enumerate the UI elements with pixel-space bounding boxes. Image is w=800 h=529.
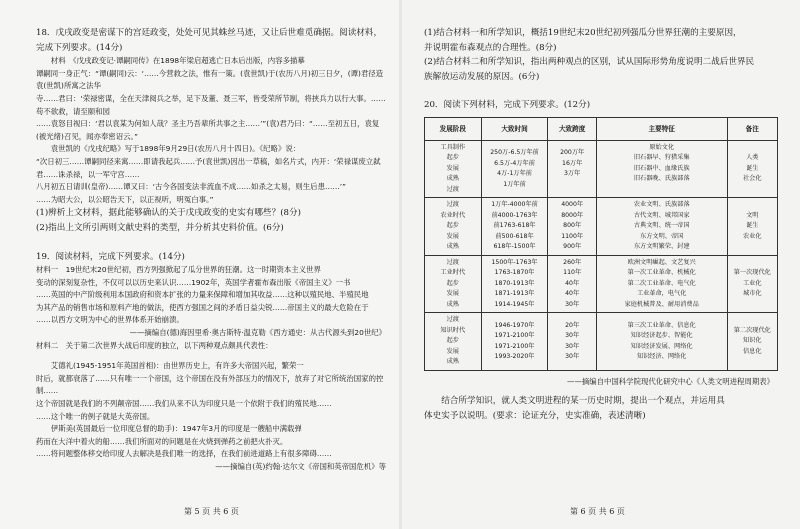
table-cell-line: 家庭机械普及、耐用消费品 [624,300,699,308]
table-row [425,255,778,313]
table-cell-line: 第一次现代化 [733,269,771,277]
table-cell-line: 前1763-618年 [493,222,536,230]
table-cell-line: 发展 [446,164,459,172]
table-cell-line: 诞生 [746,222,759,230]
table-cell-feat [596,255,727,313]
q19-material1-line: 变动的深刻复杂性，不仅可以以历史来认识……1902年，英国学者霍布森出版《帝国主义》一书 [36,277,351,287]
table-cell-line: 8000年 [561,211,584,219]
table-cell-line: 成熟 [446,175,459,183]
table-cell-line: 文明 [746,211,759,219]
q18-material-line: “次日初三……谭嗣同径来寓……即请我起兵……予(袁世凯)因出一草稿，如名片式，内开：‘荣禄谋废立弑君……诛杀禄，以一军守宫…… [36,156,381,179]
table-cell-line: 4万-1万年前 [497,170,532,178]
table-cell-line: 40年 [565,290,580,298]
q19-material2-heading: 材料二 关于第二次世界大战后印度的独立，以下两种观点颇具代表性： [36,340,273,350]
table-cell-line: 东方文明、帝国 [640,232,684,240]
page-number: 第 6 页 共 6 页 [570,507,625,516]
table-cell-line: 40年 [565,279,580,287]
table-cell-line: 1871-1913年 [494,290,535,298]
table-cell-line: 起步 [446,337,459,345]
question-18 [36,26,386,236]
table-cell-line: 知识化 [742,337,762,345]
table-header-cell: 发展阶段 [425,117,482,140]
table-cell-stage [425,140,482,198]
q19-material2-line: 这个帝国就是我们的不列颠帝国……我们从来不认为印度只是一个依附于我们的殖民地…… [36,399,332,409]
table-cell-line: 6.5万-4万年前 [494,159,535,167]
table-cell-line: 1993-2020年 [494,353,535,361]
table-cell-line: 成熟 [446,300,459,308]
table-cell-line: 1971-2100年 [494,332,535,340]
q20-ask-line: 结合所学知识，就人类文明进程的某一历史时期，提出一个观点，并运用具 [441,395,725,406]
table-cell-note [727,198,777,256]
table-cell-line: 618年-1500年 [493,243,536,251]
q19-material1-source: ——摘编自(德)海因里希·奥古斯特·温克勒《西方通史：从古代源头到20世纪》 [129,328,386,338]
table-cell-line: 第二次工业革命、电气化 [627,279,696,287]
q19-sub-question: 族解放运动发展的原因。(6分) [424,71,540,82]
table-cell-line: 诞生 [746,164,759,172]
table-cell-line: 工业革命，电气化 [636,290,687,298]
table-cell-line: 30年 [565,300,580,308]
table-cell-line: 1914-1945年 [494,300,535,308]
table-cell-line: 知识经济、网络化 [636,353,687,361]
table-cell-stage [425,313,482,371]
page-number: 第 5 页 共 6 页 [184,507,239,516]
table-header-row [425,117,778,140]
table-cell-line: 过渡 [446,185,459,193]
table-cell-line: 3万年 [564,170,581,178]
table-cell-line: 4000年 [561,201,584,209]
table-cell-span [548,198,596,256]
q20-stem: 20．阅读下列材料，完成下列要求。(12分) [424,100,591,111]
table-cell-line: 110年 [563,269,582,277]
q18-material-line: ……为昭大公，以公昭告天下，以正视听，明冤白事。” [36,194,214,204]
table-cell-line: 16万年 [562,159,583,167]
q19-material2-line: ……将问题整体移交给印度人去解决是我们唯一的选择，在我们前进道路上有很多障碍…… [36,449,332,459]
q18-stem-line: 18．戊戌政变是密谋下的宫廷政变，处处可见其蛛丝马迹，又让后世难觅确据。阅读材料， [36,28,383,38]
table-cell-line: 第三次工业革命、信息化 [627,321,696,329]
table-cell-line: 起步 [446,222,459,230]
table-cell-line: 成熟 [446,358,459,366]
q18-material-line: 袁世凯的《戊戌纪略》写于1898年9月29日(农历八月十四日)。《纪略》说： [50,144,301,154]
table-cell-span [548,313,596,371]
q18-material-line: ……袁怒目视曰：‘君以袁某为何如人哉？圣主乃吾辈所共事之主……’”(袁)君乃曰：“……至初五日，袁复(被光绪)召见，闻亦奉密诏云。” [36,119,380,141]
table-cell-line: 旧石器中、血缘氏族 [633,164,690,172]
table-cell-line: 第一次工业革命、机械化 [627,269,696,277]
q19-material2-line: 艾德礼(1945-1951年英国首相)：由世界历史上，有许多大帝国兴起，繁荣一 [50,361,304,371]
table-row [425,198,778,256]
table-cell-line: 前4000-1763年 [491,211,538,219]
q19-stem: 19．阅读材料，完成下列要求。(14分) [36,251,185,262]
table-cell-feat [596,198,727,256]
table-cell-line: 农业文明、氏族部落 [633,201,690,209]
table-cell-line: 发展 [446,290,459,298]
q18-sub-question: (2)指出上文所引两则文献史料的类型，并分析其史料价值。(6分) [36,222,284,233]
table-cell-line: 1500年-1763年 [491,258,538,266]
table-header-cell: 主要特征 [596,117,727,140]
table-cell-line: 发展 [446,232,459,240]
table-cell-line: 农业化 [742,232,762,240]
table-cell-line: 1100年 [561,232,584,240]
table-cell-line: 城市化 [742,290,762,298]
q18-material-line: 八月初五日请训(皇帝)……谭又曰：‘古今各国变法非流血不成……如杀之太易，则生后患……’” [36,182,346,192]
table-cell-line: 起步 [446,279,459,287]
question-19 [36,250,386,474]
q19-sub-question: 并说明霍布森观点的合理性。(8分) [424,42,557,53]
table-cell-line: 900年 [563,243,582,251]
table-cell-line: 前500-618年 [495,232,534,240]
exam-page-6 [402,0,800,529]
table-cell-line: 古典文明、统一帝国 [633,222,690,230]
q18-material-line: 材料 《戊戌政变记·谭嗣同传》在1898年梁启超逃亡日本后出版，内容多描摹 [50,56,305,66]
table-cell-line: 1946-1970年 [494,321,535,329]
q19-material2-line: 伊斯美(英国最后一位印度总督的助手)：1947年3月的印度是一艘船中满载弹 [50,424,302,434]
table-cell-line: 起步 [446,154,459,162]
table-cell-line: 第二次现代化 [733,326,771,334]
civilization-table [424,117,778,371]
q19-sub-question: (1)结合材料一和所学知识，概括19世纪末20世纪初列强瓜分世界狂潮的主要原因， [424,28,742,38]
table-cell-line: 知识经济起步、智能化 [630,332,693,340]
table-header-cell: 大致跨度 [548,117,596,140]
table-cell-line: 200万年 [560,149,585,157]
table-cell-span [548,255,596,313]
table-cell-line: 人类 [746,154,759,162]
table-cell-feat [596,313,727,371]
table-cell-line [549,180,594,191]
q19-material2-source: ——摘编自(英)约翰·达尔文《帝国和英帝国危机》等 [215,462,386,471]
table-cell-line: 800年 [563,222,582,230]
q19-material1-line: ……英国的中产阶级利用本国政府和资本扩张的力量来保障和增加其收益……这种以殖民地、半殖民地 [36,290,369,300]
table-cell-line: 旧石器早、狩猎采集 [633,154,690,162]
table-cell-line: 1763-1870年 [494,269,535,277]
q19-sub-question: (2)结合材料二和所学知识，指出两种观点的区别，试从国际形势角度说明二战后世界民 [424,57,755,68]
table-cell-line: 30年 [565,332,580,340]
table-cell-span [548,140,596,198]
table-cell-time [481,198,548,256]
table-cell-stage [425,198,482,256]
table-cell-line: 250万-6.5万年前 [490,149,539,157]
table-cell-line: 1971-2100年 [494,342,535,350]
table-cell-line: 30年 [565,342,580,350]
q19-material2-line: 药而在大洋中着火的船……我们所面对的问题是在火烧到弹药之前把火扑灭。 [36,436,288,446]
table-cell-line: 原始文化 [649,143,675,151]
table-row [425,313,778,371]
table-cell-note [727,140,777,198]
q19-material1-line: ……以西方文明为中心的世界体系开始崩溃。 [36,315,184,325]
q18-material-line: 谭嗣同一身正气：“谭(嗣同)云：‘……今营救之法，惟有一策。(袁世凯)于(农历八月)初三日夕，(谭)君径造袁(世凯)所寓之法华 [36,68,384,91]
table-cell-line: 农业时代 [440,211,466,219]
table-cell-time [481,255,548,313]
table-cell-line [598,185,726,196]
table-cell-line: 古代文明、城邦国家 [633,211,690,219]
table-cell-line: 知识时代 [440,326,466,334]
table-cell-line: 社会化 [742,175,762,183]
table-cell-line: 发展 [446,347,459,355]
q19-material2-line: ……这个唯一的例子就是大英帝国。 [36,411,155,421]
table-cell-line: 旧石器晚、氏族部落 [633,175,690,183]
table-cell-line: 东方文明繁荣、封建 [633,243,690,251]
table-cell-line: 过渡 [446,258,459,266]
q19-material1-line: 为其产品的销售市场和原料产地的做法，使西方强国之间的矛盾日益尖锐……帝国主义的最大危险在于 [36,302,369,312]
table-cell-time [481,313,548,371]
table-cell-line: 工具制作 [440,143,466,151]
table-cell-feat [596,140,727,198]
q20-ask-line: 体史实予以说明。(要求：论证充分，史实准确，表述清晰) [424,410,646,421]
table-cell-line: 过渡 [446,316,459,324]
table-source: ——摘编自中国科学院现代化研究中心《人类文明进程周期表》 [567,376,774,386]
table-row [425,140,778,198]
table-cell-line: 30年 [565,353,580,361]
table-cell-line: 信息化 [742,347,762,355]
table-cell-note [727,313,777,371]
table-cell-line: 工业时代 [440,269,466,277]
q19-material1-line: 材料一 19世纪末20世纪初，西方列强掀起了瓜分世界的狂潮。这一时期资本主义世界 [36,265,321,275]
table-cell-note [727,255,777,313]
table-header-cell: 备注 [727,117,777,140]
table-cell-line: 260年 [563,258,582,266]
q18-material-line: 寺……君曰：‘荣禄密谋，全在天津阅兵之举，足下及董、聂三军，皆受荣所节制，将挟兵力以行大事。……苟不欲救，请至颐和园 [36,93,386,116]
table-cell-line: 工业化 [742,279,762,287]
table-cell-line: 过渡 [446,201,459,209]
table-cell-line: 1万年前 [503,180,526,188]
table-cell-line: 欧洲文明崛起、文艺复兴 [627,258,696,266]
q19-material2-line: 时后，就都衰落了……只有唯一一个帝国，这个帝国在没有外部压力的情况下，放弃了对它所统治国家的控制…… [36,373,384,396]
table-cell-stage [425,255,482,313]
q19-sub-questions [424,26,774,84]
table-cell-line: 1万年-4000年前 [491,201,538,209]
table-cell-line: 1870-1913年 [494,279,535,287]
table-cell-time [481,140,548,198]
table-cell-line: 知识经济发展、网络化 [630,342,693,350]
question-20 [424,98,774,423]
q18-stem-line: 完成下列要求。(14分) [36,42,123,53]
table-cell-line: 成熟 [446,243,459,251]
table-cell-line: 20年 [565,321,580,329]
q18-sub-question: (1)辨析上文材料，据此能够确认的关于戊戌政变的史实有哪些？(8分) [36,208,301,219]
table-header-cell: 大致时间 [481,117,548,140]
